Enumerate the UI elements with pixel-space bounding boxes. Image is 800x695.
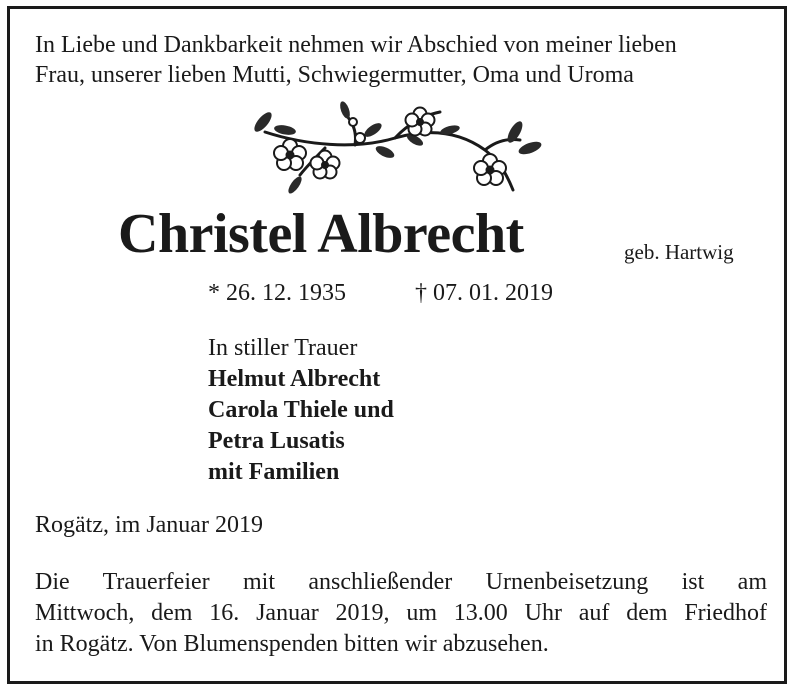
mourners-block [208,333,394,488]
notice-line-1: Die Trauerfeier mit anschließender Urnenbeisetzung ist am [35,569,767,595]
death-date: † 07. 01. 2019 [415,280,553,306]
intro-line-2: Frau, unserer lieben Mutti, Schwiegermutter, Oma und Uroma [35,62,634,88]
birth-date: * 26. 12. 1935 [208,280,346,306]
intro-line-1: In Liebe und Dankbarkeit nehmen wir Abschied von meiner lieben [35,32,677,58]
funeral-notice [35,567,767,660]
intro-text [35,30,770,90]
notice-line-2: Mittwoch, dem 16. Januar 2019, um 13.00 Uhr auf dem Friedhof [35,600,767,626]
mourner-name: Carola Thiele und [208,397,394,423]
name-row [118,200,778,270]
mourner-name: mit Familien [208,459,340,485]
mourner-name: Helmut Albrecht [208,366,381,392]
deceased-name: Christel Albrecht [118,203,524,265]
flower-branch-icon [245,100,545,200]
place-date: Rogätz, im Januar 2019 [35,512,263,538]
mourner-name: Petra Lusatis [208,428,345,454]
maiden-name: geb. Hartwig [624,240,734,264]
notice-line-3: in Rogätz. Von Blumenspenden bitten wir abzusehen. [35,631,549,657]
mourners-intro: In stiller Trauer [208,335,358,361]
